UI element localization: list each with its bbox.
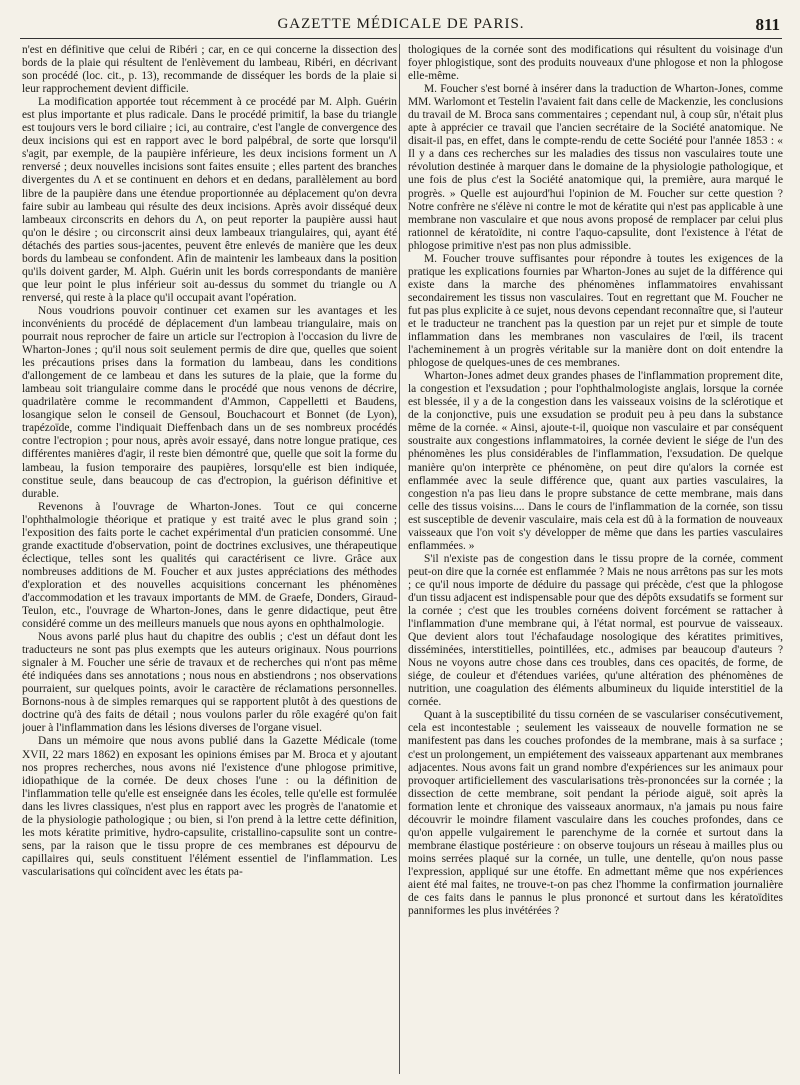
paragraph: M. Foucher s'est borné à insérer dans la traduction de Wharton-Jones, comme MM. Warlomont et Testelin l'avaient fait dans celle de Mackenzie, les conclusions du travail de M. Broca sans commentaires ; cependant nul, à coup sûr, n'était plus apte à apprécier ce travail que l'ancien secrétaire de la Société anatomique. Ne disait-il pas, en effet, dans le compte-rendu de cette Société pour l'année 1853 : « Il y a dans ces recherches sur les maladies des tissus non vasculaires toute une révolution destinée à marquer dans le domaine de la physiologie pathologique, et une fois de plus c'est la Société anatomique qui, la première, aura marqué le progrès. » Quelle est aujourd'hui l'opinion de M. Foucher sur cette question ? Notre confrère ne s'élève ni contre le mot de kératite qui n'est pas applicable à une membrane non vasculaire et que nous avons proposé de remplacer par celui plus rationnel de kératoïdite, ni contre l'aquo-capsulite, dont l'existence à l'état de phlogose primitive n'est pas non plus admissible. <box>408 83 783 252</box>
column-divider <box>399 44 400 1074</box>
paragraph: La modification apportée tout récemment à ce procédé par M. Alph. Guérin est plus importante et plus radicale. Dans le procédé primitif, la base du triangle est toujours vers le bord ciliaire ; ici, au contraire, c'est l'angle de convergence des deux incisions qui est en rapport avec le bord palpébral, de sorte que lorsqu'il s'agit, par exemple, de la paupière inférieure, les deux incisions forment un Λ renversé ; deux nouvelles incisions sont faites ensuite ; elles partent des branches divergentes du Λ et se continuent en dehors et en dedans, parallèlement au bord libre de la paupière dans une étendue proportionnée au déplacement qu'on devra faire subir au lambeau qui résulte des deux incisions. Après avoir disséqué deux lambeaux circonscrits en dehors du Λ, on peut reporter la paupière aussi haut qu'on le désire ; ou circonscrit ainsi deux lambeaux triangulaires, qui, ayant été détachés des parties sous-jacentes, peuvent être enlevés de manière que les deux bords du lambeau se confondent. Afin de maintenir les lambeaux dans la position qu'ils doivent garder, M. Alph. Guérin unit les bords correspondants de manière que leur point le plus inférieur soit au-dessus du sommet du triangle ou Λ renversé, qui reste à la place qu'il occupait avant l'opération. <box>22 96 397 304</box>
paragraph: M. Foucher trouve suffisantes pour répondre à toutes les exigences de la pratique les explications fournies par Wharton-Jones au sujet de la différence qui existe dans la marche des phénomènes inflammatoires envahissant secondairement les tissus non vasculaires. Tout en regrettant que M. Foucher ne fut pas plus explicite à ce sujet, nous devons cependant reconnaître que, si l'auteur et le traducteur ne tranchent pas la question par un rejet pur et simple de toute inflammation dans les membranes non vasculaires de l'œil, ils tracent l'acheminement à un progrès véritable sur la manière dont on doit entendre la phlogose de quelques-unes de ces membranes. <box>408 252 783 370</box>
paragraph: Quant à la susceptibilité du tissu cornéen de se vasculariser consécutivement, cela est incontestable ; seulement les vaisseaux de nouvelle formation ne se manifestent pas dans les couches profondes de la membrane, mais à sa surface ; c'est un prolongement, un empiétement des vaisseaux appartenant aux membranes adjacentes. Nous avons fait un grand nombre d'expériences sur les animaux pour provoquer artificiellement des vascularisations très-prononcées sur la cornée ; la dissection de cette membrane, soit pendant la période aiguë, soit après la formation lente et chronique des vaisseaux anormaux, n'a jamais pu nous faire découvrir le moindre filament vasculaire dans les couches profondes, dans ce qu'on appelle vulgairement le parenchyme de la cornée et surtout dans la membrane élastique postérieure : on observe toujours un réseau à mailles plus ou moins serrées plaqué sur la cornée, un tulle, une dentelle, qu'on nous passe l'expression, appliqué sur une étoffe. En admettant même que nos expériences aient été mal faites, ne trouve-t-on pas chez l'homme la confirmation journalière de ces faits dans le pannus le plus prononcé et surtout dans les kératoïdites panniformes les plus invétérées ? <box>408 709 783 918</box>
paragraph: Revenons à l'ouvrage de Wharton-Jones. Tout ce qui concerne l'ophthalmologie théorique et pratique y est traité avec le plus grand soin ; l'exposition des faits porte le cachet expérimental d'un praticien consommé. Une grande exactitude d'observation, point de doctrines exclusives, une thérapeutique éclectique, telles sont les qualités qui caractérisent ce livre. Grâce aux nombreuses additions de M. Foucher et aux justes appréciations des méthodes d'exploration et des nouvelles acquisitions concernant les phénomènes d'accommodation et les travaux importants de MM. de Graefe, Donders, Giraud-Teulon, etc., l'ouvrage de Wharton-Jones, dans le genre didactique, peut être considéré comme un des meilleurs manuels que nous ayons en ophthalmologie. <box>22 500 397 631</box>
right-column <box>408 44 783 1074</box>
paragraph: Wharton-Jones admet deux grandes phases de l'inflammation proprement dite, la congestion et l'exsudation ; pour l'ophthalmologiste anglais, lorsque la cornée est blessée, il y a de la congestion dans les vaisseaux voisins de la sclérotique et de la conjonctive, puis une exsudation se produit peu à peu dans la substance même de la cornée. « Ainsi, ajoute-t-il, quoique non vasculaire et par conséquent soustraite aux congestions inflammatoires, la cornée devient le siége de l'un des phénomènes les plus considérables de l'inflammation, l'exsudation. De quelque manière qu'on interprète ce phénomène, on peut dire qu'alors la cornée est enflammée avec la seule différence que, quant aux parties vasculaires, la congestion n'a pas lieu dans le propre substance de cette membrane, mais dans celle des tissus voisins.... Dans le cours de l'inflammation de la cornée, son tissu est susceptible de devenir vasculaire, mais cela est dû à la formation de nouveaux vaisseaux que l'on voit s'y développer de même que dans les parties vasculaires enflammées. » <box>408 370 783 552</box>
page-number: 811 <box>755 15 780 34</box>
paragraph: Dans un mémoire que nous avons publié dans la Gazette Médicale (tome XVII, 22 mars 1862) en exposant les opinions émises par M. Broca et y ajoutant nos propres recherches, nous avons nié l'existence d'une phlogose primitive, idiopathique de la cornée. De deux choses l'une : ou la définition de l'inflammation telle qu'elle est enseignée dans les écoles, telle qu'elle est formulée dans les livres classiques, n'est plus en rapport avec les progrès de l'anatomie et de la physiologie pathologique ; ou bien, si l'on prend à la lettre cette définition, les mots kératite primitive, hydro-capsulite, cristallino-capsulite sont un contre-sens, par la raison que le tissu propre de ces membranes est dépourvu de capillaires qui, seuls constituent l'élément essentiel de l'inflammation. Les vascularisations qui coïncident avec les états pa- <box>22 735 397 878</box>
paragraph: Nous voudrions pouvoir continuer cet examen sur les avantages et les inconvénients du procédé de déplacement d'un lambeau triangulaire, mais on pourrait nous reprocher de faire un article sur l'ectropion à l'occasion du livre de Wharton-Jones ; qu'il nous soit seulement permis de dire que, quelles que soient les précautions prises dans la formation du lambeau, dans les conditions d'allongement de ce lambeau et dans les sutures de la plaie, que la forme du lambeau soit triangulaire comme dans le procédé que nous venons de décrire, quadrilatère comme le recommandent d'Ammon, Cappelletti et Baudens, losangique selon le conseil de Gensoul, Bouchacourt et Bonnet (de Lyon), trapézoïde, comme l'indiquait Dieffenbach dans un de ses nombreux procédés contre l'ectropion ; pour nous, après avoir essayé, dans notre longue pratique, ces différentes manières d'agir, il reste bien démontré que, quelle que soit la forme du lambeau, la fusion temporaire des paupières, lorsqu'elle est bien indiquée, constitue seule, dans beaucoup de cas d'ectropion, la guérison définitive et durable. <box>22 304 397 500</box>
paragraph: S'il n'existe pas de congestion dans le tissu propre de la cornée, comment peut-on dire que la cornée est enflammée ? Mais ne nous arrêtons pas sur les mots ; ce qu'il nous importe de déduire du passage qui précède, c'est que la phlogose d'un tissu adjacent est indispensable pour que des dépôts exsudatifs se forment sur la cornée ; c'est que les troubles cornéens doivent forcément se rattacher à l'inflammation d'une membrane qui, à l'état normal, est pourvue de vaisseaux. Que devient alors tout l'échafaudage nosologique des kératites primitives, disséminées, interstitielles, pointillées, etc., admises par beaucoup d'auteurs ? Nous ne voyons autre chose dans ces troubles, dans ces opacités, de forme, de siége, de couleur et d'étendues variées, qu'une altération des phénomènes de nutrition, une coagulation des éléments albumineux du liquide interstitiel de la cornée. <box>408 552 783 709</box>
paragraph: Nous avons parlé plus haut du chapitre des oublis ; c'est un défaut dont les traducteurs ne sont pas plus exempts que les auteurs originaux. Nous pourrions signaler à M. Foucher une série de travaux et de recherches qui n'ont pas même été indiquées dans ses annotations ; nous nous en abstiendrons ; nos observations pourraient, sur quelques points, avoir le caractère de réclamations personnelles. Bornons-nous à de simples remarques qui se rapportent plutôt à des questions de doctrine qu'à des faits de détail ; nous voulons parler du rôle exagéré qu'on fait jouer à l'inflammation dans les lésions diverses de l'organe visuel. <box>22 631 397 735</box>
journal-title: GAZETTE MÉDICALE DE PARIS. <box>277 16 525 32</box>
page-header <box>20 14 782 39</box>
paragraph: n'est en définitive que celui de Ribéri ; car, en ce qui concerne la dissection des bords de la plaie qui résultent de l'enlèvement du lambeau, Ribéri, en décrivant son procédé (loc. cit., p. 13), recommande de disséquer les bords de la plaie si leur rapprochement devient difficile. <box>22 44 397 96</box>
paragraph: thologiques de la cornée sont des modifications qui résultent du voisinage d'un foyer phlogistique, sont des produits nouveaux d'une phlogose et non la phlogose elle-même. <box>408 44 783 83</box>
left-column <box>22 44 397 1074</box>
